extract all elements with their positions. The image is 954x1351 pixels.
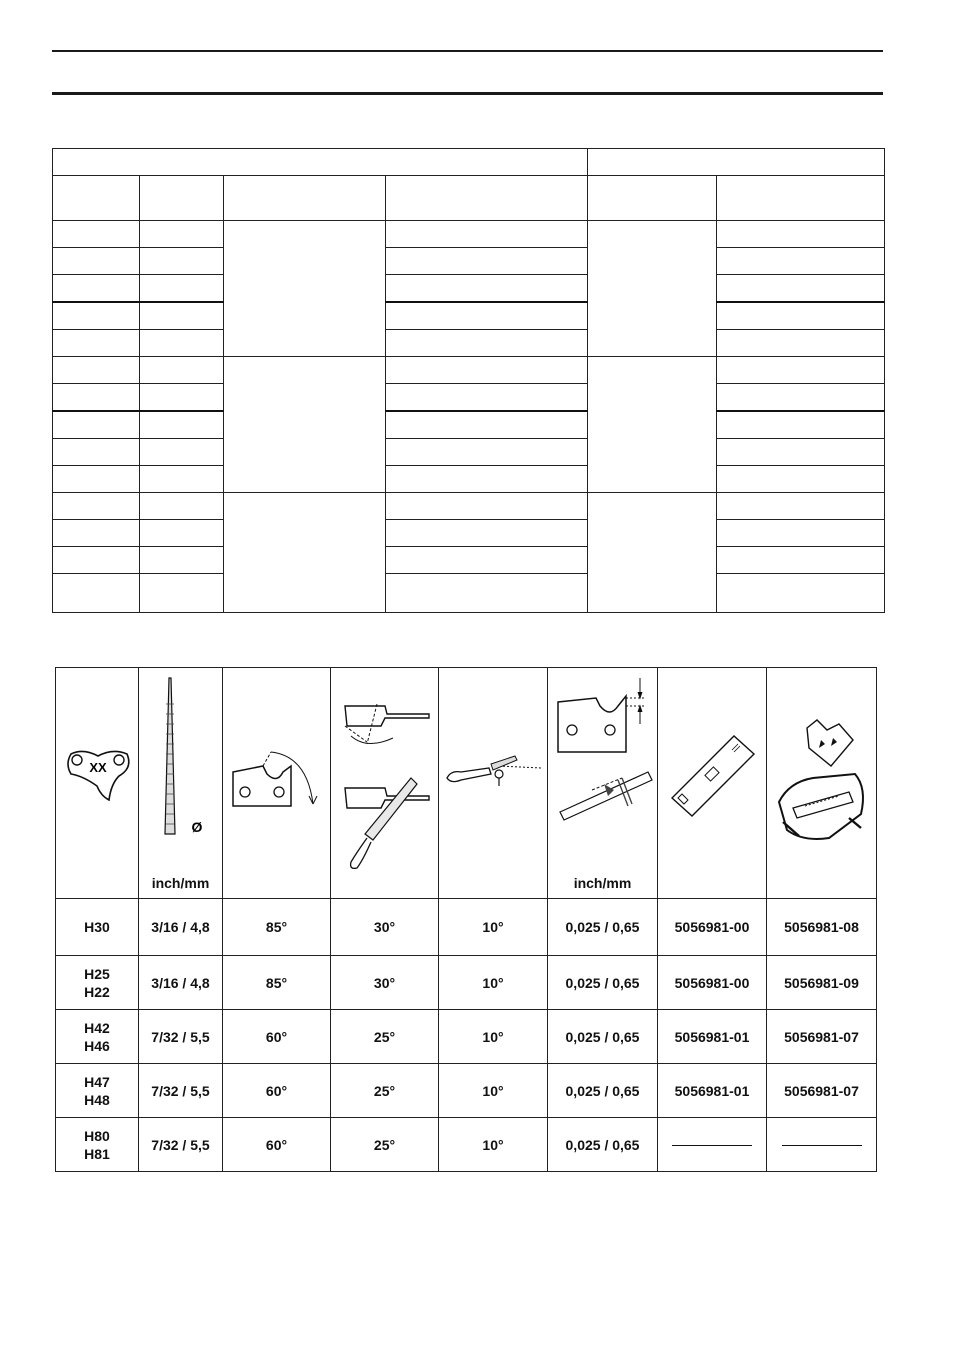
cell (386, 384, 588, 412)
header-cell-chain-label (56, 668, 139, 899)
table-row (53, 547, 885, 574)
cell (386, 574, 588, 613)
cell (386, 493, 588, 520)
upper-group-cell-left (53, 149, 588, 176)
top-angle-cell: 60° (223, 1064, 331, 1118)
file-angle-icon (337, 692, 437, 882)
cell (53, 384, 140, 412)
depth-cell: 0,025 / 0,65 (548, 899, 658, 956)
file-size-cell: 7/32 / 5,5 (139, 1010, 223, 1064)
upper-header-cell (588, 176, 717, 221)
table-row (53, 302, 885, 330)
model-name: H42 (84, 1019, 110, 1036)
cell (140, 574, 224, 613)
not-applicable-dash (782, 1145, 862, 1146)
merged-cell (588, 221, 717, 357)
cell (53, 411, 140, 439)
table-row (53, 384, 885, 412)
cell (53, 221, 140, 248)
table-row (53, 493, 885, 520)
upper-table-group-header (53, 149, 885, 176)
model-cell (56, 1010, 139, 1064)
cell (386, 357, 588, 384)
cell (717, 574, 885, 613)
cell (717, 547, 885, 574)
header-cell-file-guide (767, 668, 877, 899)
header-cell-depth-gauge-tool (658, 668, 767, 899)
file-guide-icon (769, 718, 875, 848)
cell (717, 439, 885, 466)
holder-angle-cell: 10° (439, 1118, 548, 1172)
chain-label-text: XX (89, 760, 107, 775)
cell (386, 439, 588, 466)
merged-cell (588, 357, 717, 493)
upper-header-cell (224, 176, 386, 221)
holder-angle-cell: 10° (439, 1064, 548, 1118)
cell (140, 357, 224, 384)
cell (53, 439, 140, 466)
cell (53, 493, 140, 520)
depth-cell: 0,025 / 0,65 (548, 956, 658, 1010)
merged-cell (588, 493, 717, 613)
cell (717, 330, 885, 357)
file-guide-cell: 5056981-09 (767, 956, 877, 1010)
cell (386, 520, 588, 547)
cell (717, 493, 885, 520)
upper-header-cell (140, 176, 224, 221)
upper-group-cell-right (588, 149, 885, 176)
file-angle-cell: 25° (331, 1118, 439, 1172)
depth-cell: 0,025 / 0,65 (548, 1118, 658, 1172)
model-name: H81 (84, 1145, 110, 1162)
model-name: H46 (84, 1037, 110, 1054)
model-name: H25 (84, 965, 110, 982)
cell (53, 466, 140, 493)
top-angle-cell: 85° (223, 956, 331, 1010)
cell (386, 248, 588, 275)
file-angle-cell: 30° (331, 899, 439, 956)
cell (140, 275, 224, 303)
file-angle-cell: 25° (331, 1064, 439, 1118)
cell (53, 357, 140, 384)
model-cell (56, 1118, 139, 1172)
gauge-tool-cell: 5056981-01 (658, 1010, 767, 1064)
model-name: H80 (84, 1127, 110, 1144)
cell (140, 520, 224, 547)
model-cell (56, 1064, 139, 1118)
cell (386, 302, 588, 330)
cell (140, 384, 224, 412)
cell (53, 275, 140, 303)
merged-cell (224, 493, 386, 613)
cell (140, 330, 224, 357)
table-row (53, 357, 885, 384)
merged-cell (224, 221, 386, 357)
not-applicable-dash (672, 1145, 752, 1146)
cell (140, 221, 224, 248)
model-name: H47 (84, 1073, 110, 1090)
table-row (56, 1064, 877, 1118)
top-plate-angle-icon (227, 744, 327, 824)
upper-table-column-header (53, 176, 885, 221)
holder-angle-cell: 10° (439, 1010, 548, 1064)
cell (53, 330, 140, 357)
cell (386, 547, 588, 574)
cell (140, 302, 224, 330)
cell (53, 248, 140, 275)
cell (140, 248, 224, 275)
chain-sharpening-spec-table (55, 667, 877, 1172)
table-row (53, 275, 885, 303)
model-name: H22 (84, 983, 110, 1000)
file-size-cell: 7/32 / 5,5 (139, 1064, 223, 1118)
cell (140, 439, 224, 466)
gauge-tool-cell: 5056981-01 (658, 1064, 767, 1118)
cell (140, 493, 224, 520)
model-name: H30 (84, 919, 110, 935)
table-row (53, 248, 885, 275)
file-angle-cell: 25° (331, 1010, 439, 1064)
header-cell-file-holder (439, 668, 548, 899)
cell (386, 411, 588, 439)
cell (53, 574, 140, 613)
file-angle-cell: 30° (331, 956, 439, 1010)
upper-header-cell (386, 176, 588, 221)
file-size-cell: 3/16 / 4,8 (139, 956, 223, 1010)
cell (53, 520, 140, 547)
file-guide-cell: 5056981-07 (767, 1010, 877, 1064)
depth-cell: 0,025 / 0,65 (548, 1010, 658, 1064)
table-row (53, 520, 885, 547)
cell (717, 302, 885, 330)
cell (717, 520, 885, 547)
unit-label: inch/mm (573, 875, 632, 891)
header-rule-bottom (52, 92, 883, 95)
cell (386, 221, 588, 248)
header-cell-top-plate-angle (223, 668, 331, 899)
upper-table (52, 148, 885, 613)
file-guide-cell: 5056981-08 (767, 899, 877, 956)
cell (386, 466, 588, 493)
table-row (53, 574, 885, 613)
cell (717, 411, 885, 439)
file-size-cell: 7/32 / 5,5 (139, 1118, 223, 1172)
file-guide-cell: 5056981-07 (767, 1064, 877, 1118)
top-angle-cell: 85° (223, 899, 331, 956)
table-row (56, 1010, 877, 1064)
depth-gauge-icon (552, 672, 656, 822)
top-angle-cell: 60° (223, 1118, 331, 1172)
gauge-tool-cell (658, 1118, 767, 1172)
model-cell (56, 956, 139, 1010)
model-cell (56, 899, 139, 956)
cell (386, 275, 588, 303)
holder-angle-cell: 10° (439, 956, 548, 1010)
header-cell-file-angle (331, 668, 439, 899)
round-file-icon (151, 674, 211, 844)
model-name: H48 (84, 1091, 110, 1108)
header-rule-top (52, 50, 883, 52)
icon-header-row (56, 668, 877, 899)
cell (717, 221, 885, 248)
gauge-tool-cell: 5056981-00 (658, 899, 767, 956)
diameter-symbol: Ø (191, 819, 203, 835)
cell (717, 357, 885, 384)
file-guide-cell (767, 1118, 877, 1172)
table-row (56, 956, 877, 1010)
depth-gauge-tool-icon (662, 730, 762, 820)
holder-angle-cell: 10° (439, 899, 548, 956)
upper-header-cell (717, 176, 885, 221)
header-cell-depth-gauge (548, 668, 658, 899)
top-angle-cell: 60° (223, 1010, 331, 1064)
unit-label: inch/mm (151, 875, 210, 891)
table-row (53, 330, 885, 357)
cell (386, 330, 588, 357)
table-row (56, 1118, 877, 1172)
cell (717, 466, 885, 493)
cell (717, 248, 885, 275)
table-row (53, 466, 885, 493)
file-size-cell: 3/16 / 4,8 (139, 899, 223, 956)
cell (53, 547, 140, 574)
upper-header-cell (53, 176, 140, 221)
depth-cell: 0,025 / 0,65 (548, 1064, 658, 1118)
table-row (53, 221, 885, 248)
file-holder-icon (441, 748, 545, 808)
merged-cell (224, 357, 386, 493)
table-row (53, 439, 885, 466)
cell (717, 384, 885, 412)
cell (140, 547, 224, 574)
table-row (53, 411, 885, 439)
cell (140, 411, 224, 439)
table-row (56, 899, 877, 956)
header-cell-round-file (139, 668, 223, 899)
cell (717, 275, 885, 303)
chain-label-icon (63, 746, 133, 806)
cell (53, 302, 140, 330)
gauge-tool-cell: 5056981-00 (658, 956, 767, 1010)
cell (140, 466, 224, 493)
